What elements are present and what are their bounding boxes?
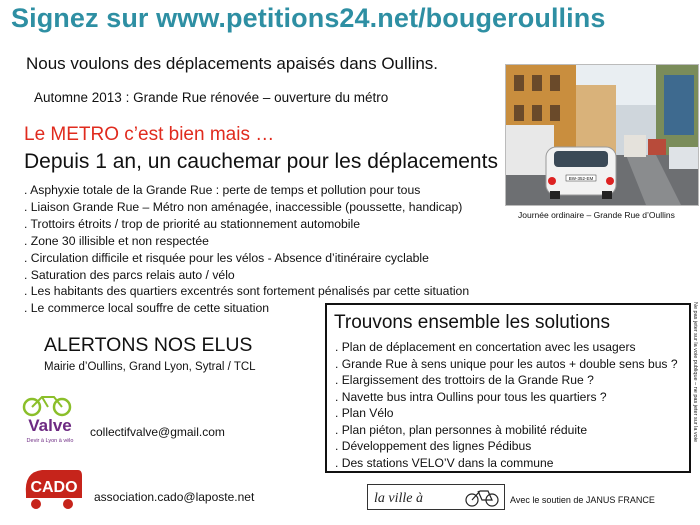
list-item: . Navette bus intra Oullins pour tous les quartiers ?	[335, 389, 607, 404]
support-text: Avec le soutien de JANUS FRANCE	[510, 495, 655, 505]
list-item: . Le commerce local souffre de cette situation	[24, 301, 270, 316]
valve-tagline: Devir à Lyon à vélo	[26, 438, 74, 444]
list-item: . Des stations VELO’V dans la commune	[335, 455, 554, 470]
vertical-note-text: Ne pas jeter sur la voie publique – ne pas jeter sur la voie	[692, 302, 698, 443]
petition-headline: Signez sur www.petitions24.net/bougeroullins	[11, 3, 606, 33]
la-ville-logo-text: la ville à	[374, 491, 423, 506]
street-photo	[505, 64, 699, 206]
mairie-text: Mairie d’Oullins, Grand Lyon, Sytral / TCL	[44, 361, 256, 373]
list-item: . Saturation des parcs relais auto / vélo	[24, 267, 235, 282]
nightmare-heading: Depuis 1 an, un cauchemar pour les déplacements	[24, 150, 498, 173]
valve-logo-text: Valve	[28, 416, 72, 435]
la-ville-a-velo-graphic	[368, 485, 504, 509]
autumn-text: Automne 2013 : Grande Rue rénovée – ouverture du métro	[34, 90, 389, 105]
solutions-title: Trouvons ensemble les solutions	[334, 312, 610, 333]
valve-logo-graphic	[20, 393, 80, 445]
cado-email[interactable]: association.cado@laposte.net	[94, 490, 255, 504]
license-plate: BW-352-EM	[568, 176, 594, 181]
list-item: . Plan de déplacement en concertation avec les usagers	[335, 340, 636, 354]
photo-caption: Journée ordinaire – Grande Rue d’Oullins	[518, 210, 675, 220]
cado-logo-text: CADO	[30, 479, 78, 496]
list-item: . Développement des lignes Pédibus	[335, 439, 532, 453]
alert-heading: ALERTONS NOS ELUS	[44, 334, 253, 356]
la-ville-a-velo-logo	[367, 484, 505, 510]
list-item: . Plan Vélo	[335, 406, 394, 420]
list-item: . Elargissement des trottoirs de la Grande Rue ?	[335, 373, 594, 387]
cado-logo-graphic	[20, 464, 85, 512]
list-item: . Trottoirs étroits / trop de priorité au stationnement automobile	[24, 216, 361, 231]
metro-heading: Le METRO c’est bien mais …	[24, 124, 275, 145]
list-item: . Zone 30 illisible et non respectée	[24, 233, 209, 248]
list-item: . Asphyxie totale de la Grande Rue : perte de temps et pollution pour tous	[24, 183, 421, 197]
solutions-list	[335, 339, 678, 471]
cado-logo	[20, 464, 85, 512]
valve-email[interactable]: collectifvalve@gmail.com	[90, 425, 225, 439]
street-photo-illustration	[506, 65, 698, 205]
list-item: . Circulation difficile et risquée pour les vélos - Absence d’itinéraire cyclable	[24, 250, 429, 265]
solutions-box	[325, 303, 691, 473]
list-item: . Les habitants des quartiers excentrés sont fortement pénalisés par cette situation	[24, 284, 470, 299]
problems-list	[24, 182, 469, 317]
valve-logo	[20, 393, 80, 445]
list-item: . Plan piéton, plan personnes à mobilité réduite	[335, 422, 588, 437]
list-item: . Liaison Grande Rue – Métro non aménagée, inaccessible (poussette, handicap)	[24, 199, 463, 214]
intro-text: Nous voulons des déplacements apaisés dans Oullins.	[26, 54, 439, 73]
vertical-note	[691, 302, 699, 470]
list-item: . Grande Rue à sens unique pour les autos + double sens bus ?	[335, 356, 678, 371]
